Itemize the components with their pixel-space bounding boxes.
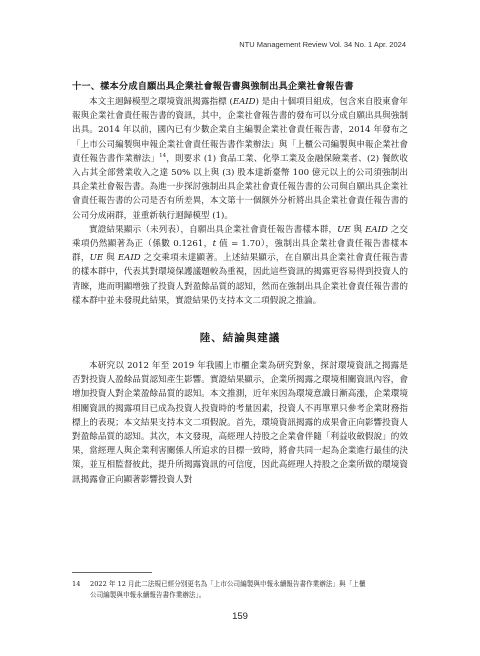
chapter-heading: 陸、結論與建議 [199, 332, 281, 345]
footnote-divider [72, 572, 152, 573]
page-body [72, 80, 408, 487]
footnote-ref[interactable]: 14 [159, 152, 167, 159]
running-header: NTU Management Review Vol. 34 No. 1 Apr. 2024 [239, 40, 406, 49]
section-heading: 十一、樣本分成自願出具企業社會報告書與強制出具企業社會報告書 [72, 81, 354, 92]
footnote-line: 14 2022 年 12 月此二法規已經分別更名為「上市公司編製與申報永續報告書作業辦法」與「上櫃 [72, 580, 366, 588]
footnote [72, 579, 408, 601]
paragraph: 本研究以 2012 年至 2019 年我國上市櫃企業為研究對象，探討環境資訊之揭露是否對投資人盈餘品質認知產生影響。實證結果顯示，企業所揭露之環境相關資訊內容，會增加投資人對企業盈餘品質的認知。本文推測，近年來因為環境意識日漸高漲，企業環境相關資訊的揭露項目已成為投資人投資時的考量因素，投資人不再單單只參考企業財務指標上的表現；本文結果支持本文二項假說。首先，環境資訊揭露的成果會正向影響投資人對盈餘品質的認知。其次，本文發現，高經理人持股之企業會伴隨「利益收斂假說」的效果，當經理人與企業利害關係人所追求的目標一致時，將會共同一起為企業進行最佳的決策，並互相監督彼此，提升所揭露資訊的可信度，因此高經理人持股之企業所做的環境資訊揭露會正向顯著影響投資人對 [72, 361, 408, 485]
page-number: 159 [232, 611, 248, 622]
footnote-line: 公司編製與申報永續報告書作業辦法」。 [90, 591, 206, 599]
paragraph: 實證結果顯示（未列表），自願出具企業社會責任報告書樣本群，UE 與 EAID 之交乘項仍然顯著為正（係數 0.1261，t 值 = 1.70），強制出具企業社會責任報告書樣本群，UE 與 EAID 之交乘項未達顯著。上述結果顯示，在自願出具企業社會責任報告書的樣本群中，代表其對環境保護議題較為重視，因此這些資訊的揭露更容易得到投資人的青睞，進而明顯增強了投資人對盈餘品質的認知，然而在強制出具企業社會責任報告書的樣本群中並未發現此結果，實證結果仍支持本文二項假說之推論。 [72, 224, 409, 306]
paragraph: 本文主迴歸模型之環境資訊揭露指標 (EAID) 是由十個項目組成，包含來自股東會年報與企業社會責任報告書的資訊，其中，企業社會報告書的發布可以分成自願出具與強制出具。2014 年以前，國內已有少數企業自主編製企業社會責任報告書，2014 年發布之「上市公司編製與申報企業社會責任報告書作業辦法」與「上櫃公司編製與申報企業社會責任報告書作業辦法」$^{14}$，則要求 (1) 食品工業、化學工業及金融保險業者、(2) 餐飲收入占其全部營業收入之達 50% 以上與 (3) 股本達新臺幣 100 億元以上的公司須強制出具企業社會報告書。為進一步探討強制出具企業社會責任報告書的公司與自願出具企業社會責任報告書的公司是否有所差異，本文第十一個额外分析將出具企業社會責任報告書的公司分成兩群，並重新執行迴歸模型 (1)。 [72, 97, 408, 221]
footnote-number: 14 [72, 580, 81, 588]
